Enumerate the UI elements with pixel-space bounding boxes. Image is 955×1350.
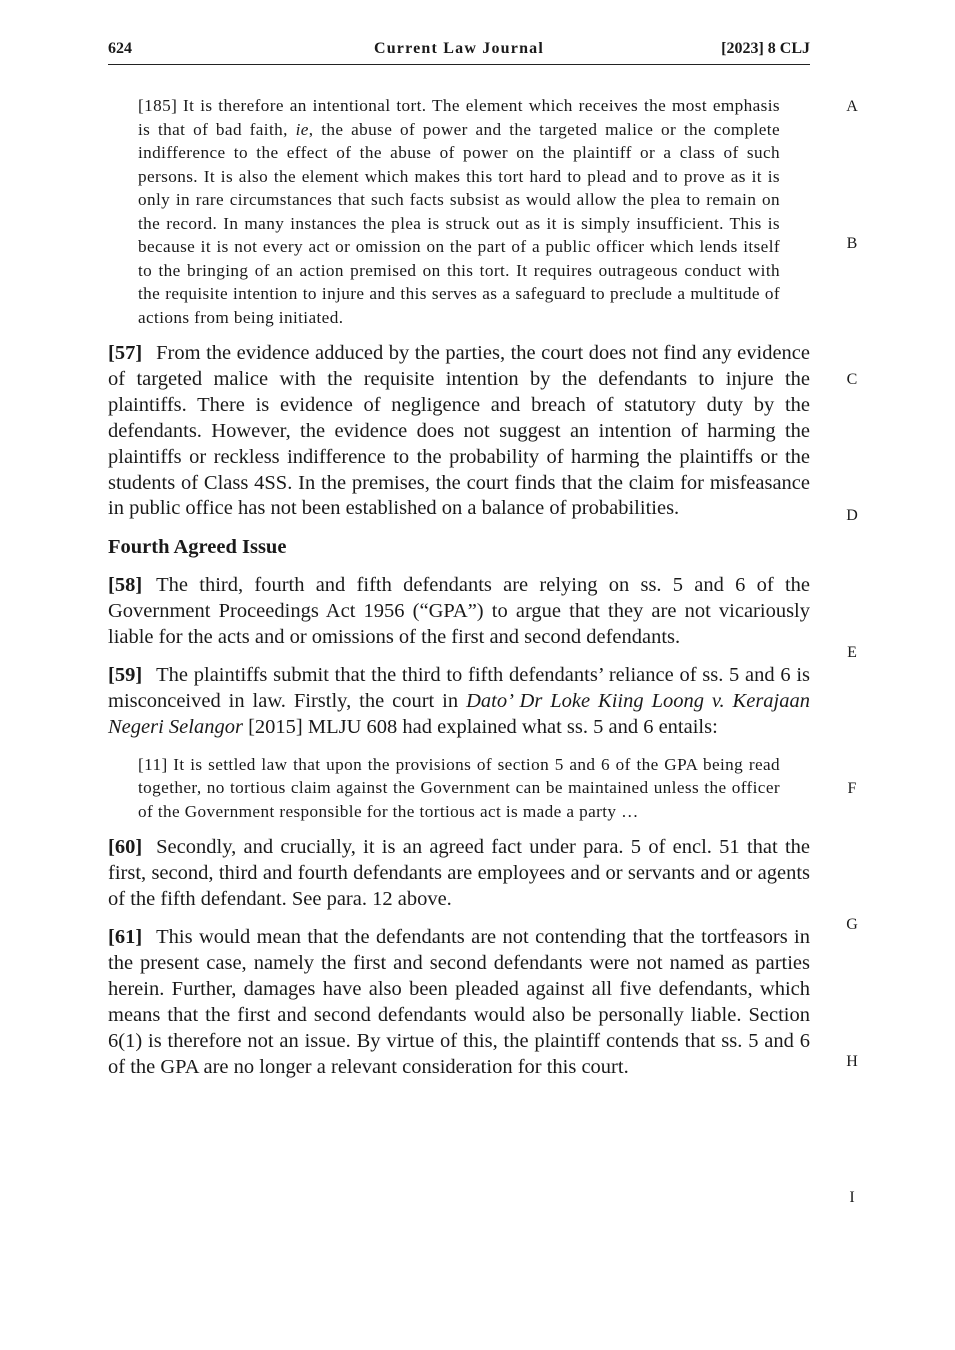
margin-marker-e: E [847,644,857,661]
paragraph-number: [57] [108,342,143,364]
running-header [108,40,810,65]
quote-185: [185] It is therefore an intentional tort. The element which receives the most emphasis is that of bad faith, ie, the abuse of power and the targeted malice or the complete indifference to the effect of the abuse of power on the plaintiff or a class of such persons. It is also the element which makes this tort hard to plead and to prove as it is only in rare circumstances that such facts subsist as would allow the plea to remain on the record. In many instances the plea is struck out as it is simply insufficient. This is because it is not every act or omission on the part of a public officer which lends itself to the bringing of an action premised on this tort. It requires outrageous conduct with the requisite intention to injure and this serves as a safeguard to preclude a multitude of actions from being initiated. [138,96,780,327]
ie-abbrev: ie [295,119,309,139]
margin-marker-c: C [846,371,858,388]
paragraph-number: [60] [108,836,143,859]
margin-marker-d: D [846,507,858,524]
paragraph-59: [59] The plaintiffs submit that the third to fifth defendants’ reliance of ss. 5 and 6 is misconceived in law. Firstly, the court in Dato’ Dr Loke Kiing Loong v. Kerajaan Negeri Selangor [2015] MLJU 608 had explained what ss. 5 and 6 entails: [108,664,810,738]
case-name: Dato’ Dr Loke Kiing Loong v. Kerajaan Negeri Selangor [108,689,810,738]
margin-marker-f: F [847,780,857,797]
margin-marker-g: G [846,916,858,933]
margin-marker-b: B [846,235,858,252]
page-body [108,94,810,1080]
paragraph-57: [57] From the evidence adduced by the parties, the court does not find any evidence of targeted malice with the requisite intention by the defendants to injure the plaintiffs. There is evidence of negligence and breach of statutory duty by the defendants. However, the evidence does not suggest an intention of harming the plaintiffs or reckless indifference to the probability of harming the plaintiffs or the students of Class 4SS. In the premises, the court finds that the claim for misfeasance in public office has not been established on a balance of probabilities. [108,342,810,520]
journal-title: Current Law Journal [373,40,545,57]
paragraph-number: [58] [108,574,143,597]
page-number: 624 [108,40,132,57]
paragraph-number: [61] [108,926,143,948]
journal-citation: [2023] 8 CLJ [721,40,810,57]
margin-marker-a: A [846,98,858,115]
paragraph-61: [61] This would mean that the defendants are not contending that the tortfeasors in the present case, namely the first and second defendants were not named as parties herein. Further, damages have also been pleaded against all five defendants, which means that the first and second defendants would also be personally liable. Section 6(1) is therefore not an issue. By virtue of this, the plaintiff contends that ss. 5 and 6 of the GPA are no longer a relevant consideration for this court. [108,926,810,1078]
margin-markers [842,0,872,1350]
paragraph-58: [58] The third, fourth and fifth defendants are relying on ss. 5 and 6 of the Government Proceedings Act 1956 (“GPA”) to argue that they are not vicariously liable for the acts and or omissions of the first and second defendants. [108,574,810,649]
paragraph-number: [59] [108,664,143,687]
margin-marker-h: H [846,1053,858,1070]
section-heading: Fourth Agreed Issue [108,536,287,559]
quote-11: [11] It is settled law that upon the provisions of section 5 and 6 of the GPA being read together, no tortious claim against the Government can be maintained unless the officer of the Government responsible for the tortious act is made a party … [138,754,780,821]
paragraph-60: [60] Secondly, and crucially, it is an agreed fact under para. 5 of encl. 51 that the first, second, third and fourth defendants are employees and or servants and or agents of the fifth defendant. See para. 12 above. [108,836,810,911]
margin-marker-i: I [849,1189,855,1206]
